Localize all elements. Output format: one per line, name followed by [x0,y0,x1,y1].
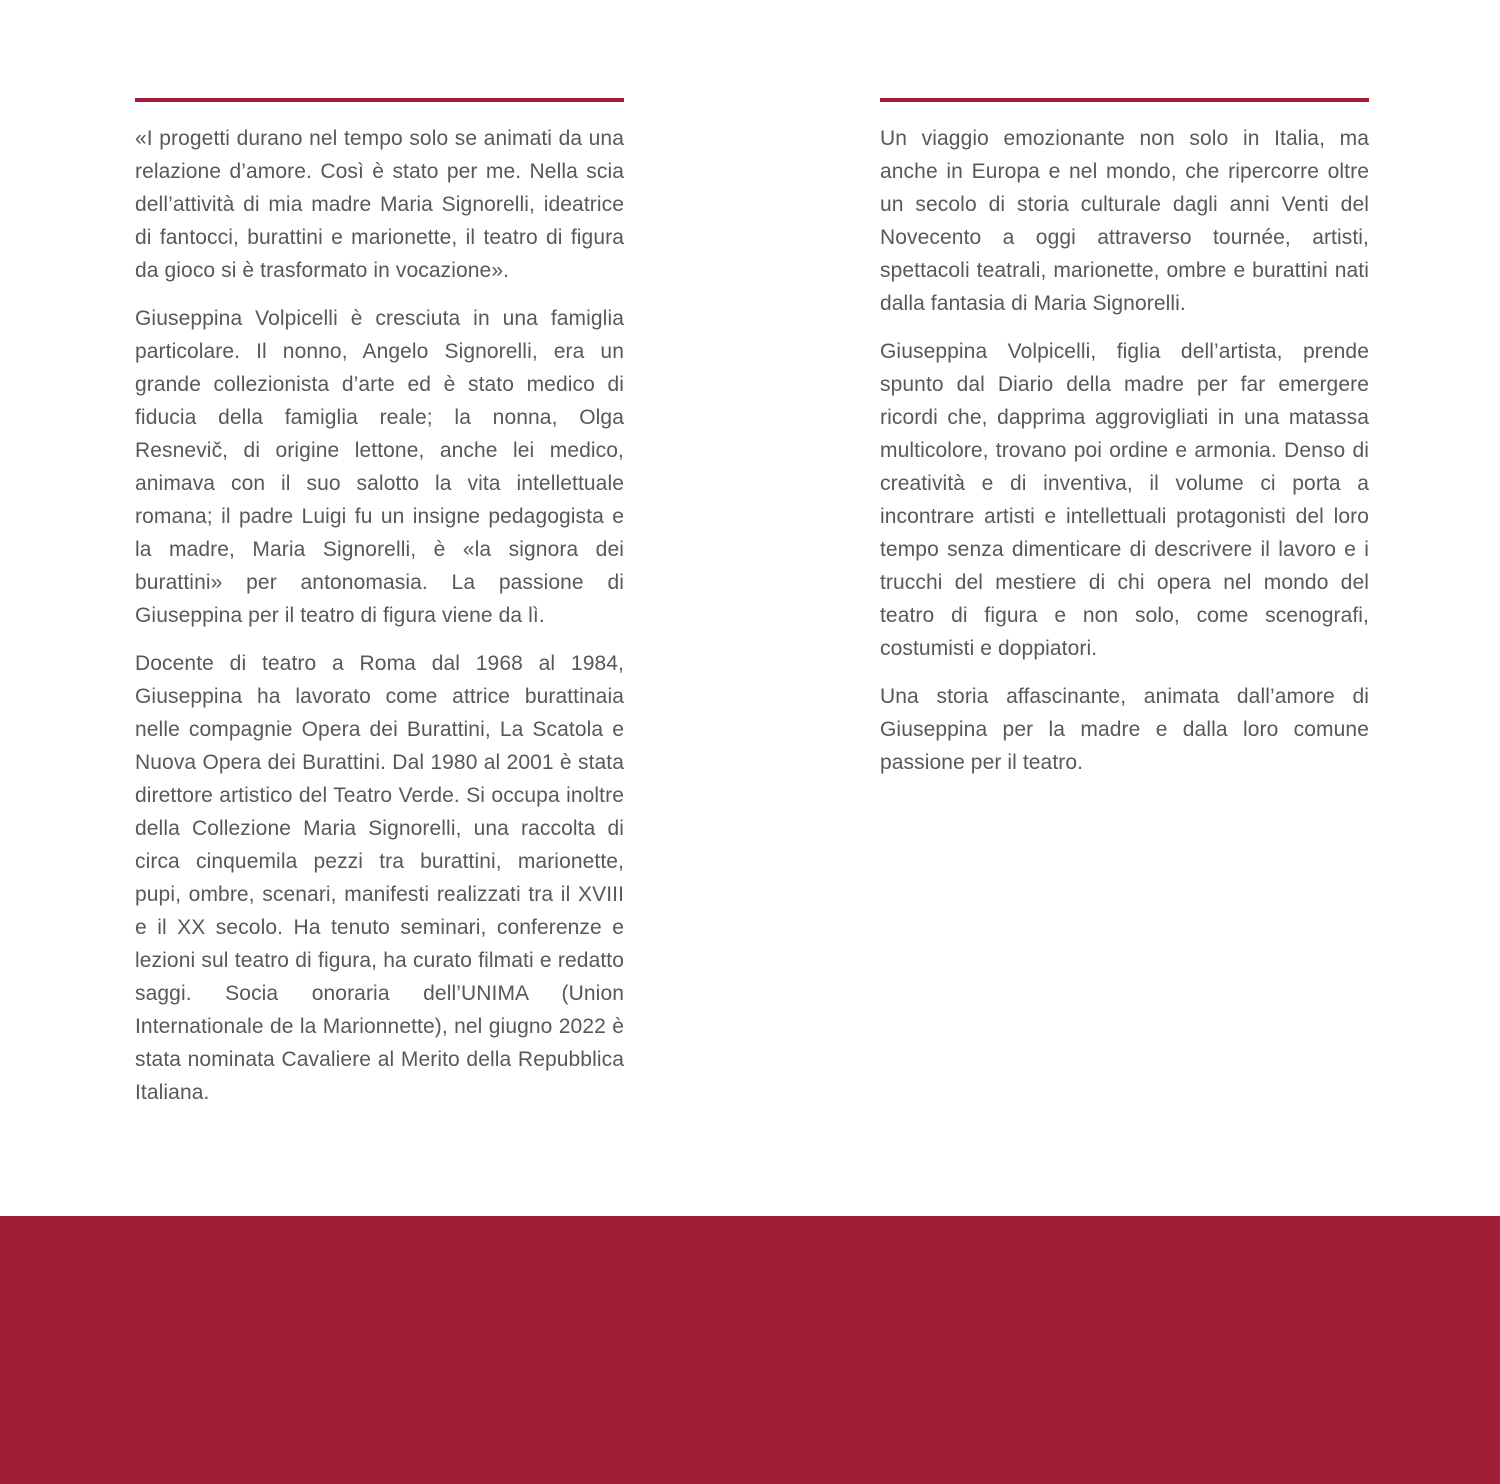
right-accent-rule [880,98,1369,102]
bottom-color-band [0,1216,1500,1484]
right-flap-column [880,98,1369,779]
left-flap-column [135,98,624,1109]
left-bio-paragraph: Giuseppina Volpicelli è cresciuta in una famiglia particolare. Il nonno, Angelo Signorelli, era un grande collezionista d’arte ed è stato medico di fiducia della famiglia reale; la nonna, Olga Resnevič, di origine lettone, anche lei medico, animava con il suo salotto la vita intellettuale romana; il padre Luigi fu un insigne pedagogista e la madre, Maria Signorelli, è «la signora dei burattini» per antonomasia. La passione di Giuseppina per il teatro di figura viene da lì. [135,307,624,627]
right-intro-paragraph: Un viaggio emozionante non solo in Italia, ma anche in Europa e nel mondo, che ripercorre oltre un secolo di storia culturale dagli anni Venti del Novecento a oggi attraverso tournée, artisti, spettacoli teatrali, marionette, ombre e burattini nati dalla fantasia di Maria Signorelli. [880,127,1369,315]
left-accent-rule [135,98,624,102]
right-closing-paragraph: Una storia affascinante, animata dall’amore di Giuseppina per la madre e dalla loro comune passione per il teatro. [880,685,1369,774]
right-book-paragraph: Giuseppina Volpicelli, figlia dell’artista, prende spunto dal Diario della madre per far emergere ricordi che, dapprima aggrovigliati in una matassa multicolore, trovano poi ordine e armonia. Denso di creatività e di inventiva, il volume ci porta a incontrare artisti e intellettuali protagonisti del loro tempo senza dimenticare di descrivere il lavoro e i trucchi del mestiere di chi opera nel mondo del teatro di figura e non solo, come scenografi, costumisti e doppiatori. [880,340,1369,660]
left-career-paragraph: Docente di teatro a Roma dal 1968 al 1984, Giuseppina ha lavorato come attrice burattinaia nelle compagnie Opera dei Burattini, La Scatola e Nuova Opera dei Burattini. Dal 1980 al 2001 è stata direttore artistico del Teatro Verde. Si occupa inoltre della Collezione Maria Signorelli, una raccolta di circa cinquemila pezzi tra burattini, marionette, pupi, ombre, scenari, manifesti realizzati tra il XVIII e il XX secolo. Ha tenuto seminari, conferenze e lezioni sul teatro di figura, ha curato filmati e redatto saggi. Socia onoraria dell’UNIMA (Union Internationale de la Marionnette), nel giugno 2022 è stata nominata Cavaliere al Merito della Repubblica Italiana. [135,652,624,1104]
left-quote-paragraph: «I progetti durano nel tempo solo se animati da una relazione d’amore. Così è stato per me. Nella scia dell’attività di mia madre Maria Signorelli, ideatrice di fantocci, burattini e marionette, il teatro di figura da gioco si è trasformato in vocazione». [135,127,624,282]
